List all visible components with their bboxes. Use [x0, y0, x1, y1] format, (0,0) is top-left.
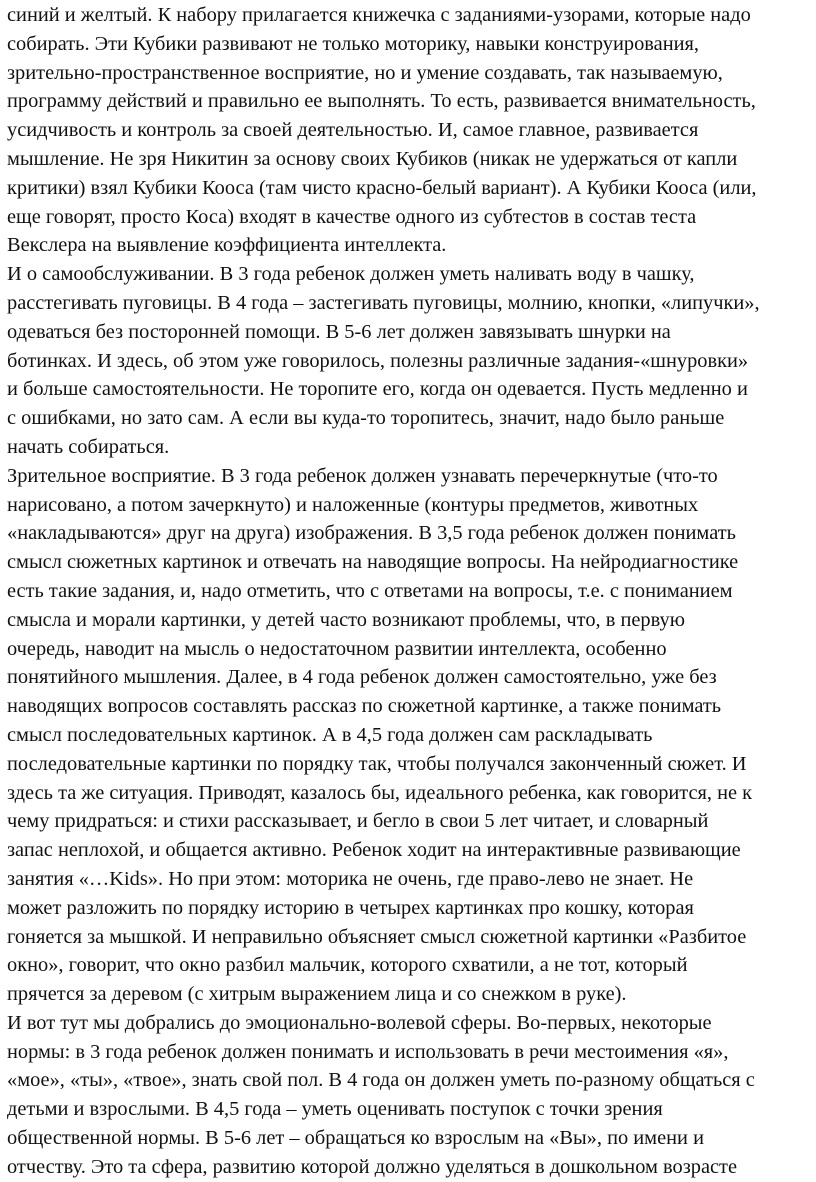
text-line: очередь, наводит на мысль о недостаточном развитии интеллекта, особенно	[7, 637, 667, 660]
text-line: может разложить по порядку историю в четырех картинках про кошку, которая	[7, 896, 694, 919]
text-line: собирать. Эти Кубики развивают не только моторику, навыки конструирования,	[7, 32, 699, 55]
text-line: ботинках. И здесь, об этом уже говорилось, полезны различные задания-«шнуровки»	[7, 349, 749, 372]
document-page	[7, 1, 813, 1182]
text-line: Зрительное восприятие. В 3 года ребенок должен узнавать перечеркнутые (что-то	[7, 464, 718, 487]
text-line: расстегивать пуговицы. В 4 года – застегивать пуговицы, молнию, кнопки, «липучки»,	[7, 291, 760, 314]
text-line: детьми и взрослыми. В 4,5 года – уметь оценивать поступок с точки зрения	[7, 1098, 663, 1121]
text-line: усидчивость и контроль за своей деятельностью. И, самое главное, развивается	[7, 119, 699, 142]
text-line: окно», говорит, что окно разбил мальчик, которого схватили, а не тот, который	[7, 954, 688, 977]
text-line: гоняется за мышкой. И неправильно объясняет смысл сюжетной картинки «Разбитое	[7, 925, 747, 948]
text-line: понятийного мышления. Далее, в 4 года ребенок должен самостоятельно, уже без	[7, 666, 717, 689]
text-line: программу действий и правильно ее выполнять. То есть, развивается внимательность,	[7, 90, 756, 113]
text-line: «накладываются» друг на друга) изображения. В 3,5 года ребенок должен понимать	[7, 522, 736, 545]
text-line: смысла и морали картинки, у детей часто возникают проблемы, что, в первую	[7, 608, 685, 631]
text-line: чему придраться: и стихи рассказывает, и бегло в свои 5 лет читает, и словарный	[7, 810, 709, 833]
text-line: с ошибками, но зато сам. А если вы куда-то торопитесь, значит, надо было раньше	[7, 407, 725, 430]
text-line: критики) взял Кубики Кооса (там чисто красно-белый вариант). А Кубики Кооса (или,	[7, 176, 757, 199]
text-line: последовательные картинки по порядку так, чтобы получался законченный сюжет. И	[7, 752, 747, 775]
text-line: еще говорят, просто Коса) входят в качестве одного из субтестов в состав теста	[7, 205, 697, 228]
text-line: Векслера на выявление коэффициента интеллекта.	[7, 234, 447, 257]
text-line: отчеству. Это та сфера, развитию которой должно уделяться в дошкольном возрасте	[7, 1155, 738, 1178]
text-line: одеваться без посторонней помощи. В 5-6 лет должен завязывать шнурки на	[7, 320, 671, 343]
text-line: И о самообслуживании. В 3 года ребенок должен уметь наливать воду в чашку,	[7, 263, 695, 286]
text-line: И вот тут мы добрались до эмоционально-волевой сферы. Во-первых, некоторые	[7, 1011, 712, 1034]
text-line: занятия «…Kids». Но при этом: моторика не очень, где право-лево не знает. Не	[7, 867, 694, 890]
text-line: смысл последовательных картинок. А в 4,5 года должен сам раскладывать	[7, 723, 653, 746]
text-line: смысл сюжетных картинок и отвечать на наводящие вопросы. На нейродиагностике	[7, 551, 739, 574]
text-line: мышление. Не зря Никитин за основу своих Кубиков (никак не удержаться от капли	[7, 147, 738, 170]
text-line: запас неплохой, и общается активно. Ребенок ходит на интерактивные развивающие	[7, 839, 741, 862]
text-line: «мое», «ты», «твое», знать свой пол. В 4 года он должен уметь по-разному общаться с	[7, 1069, 755, 1092]
text-line: наводящих вопросов составлять рассказ по сюжетной картинке, а также понимать	[7, 695, 722, 718]
text-line: здесь та же ситуация. Приводят, казалось бы, идеального ребенка, как говорится, не к	[7, 781, 753, 804]
text-line: нормы: в 3 года ребенок должен понимать и использовать в речи местоимения «я»,	[7, 1040, 729, 1063]
text-line: зрительно-пространственное восприятие, но и умение создавать, так называемую,	[7, 61, 723, 84]
text-line: нарисовано, а потом зачеркнуто) и наложенные (контуры предметов, животных	[7, 493, 699, 516]
text-line: есть такие задания, и, надо отметить, что с ответами на вопросы, т.е. с пониманием	[7, 579, 733, 602]
text-line: начать собираться.	[7, 435, 170, 458]
text-line: синий и желтый. К набору прилагается книжечка с заданиями-узорами, которые надо	[7, 4, 751, 26]
text-line: прячется за деревом (с хитрым выражением лица и со снежком в руке).	[7, 983, 627, 1006]
text-line: общественной нормы. В 5-6 лет – обращаться ко взрослым на «Вы», по имени и	[7, 1127, 704, 1150]
text-line: и больше самостоятельности. Не торопите его, когда он одевается. Пусть медленно и	[7, 378, 748, 401]
